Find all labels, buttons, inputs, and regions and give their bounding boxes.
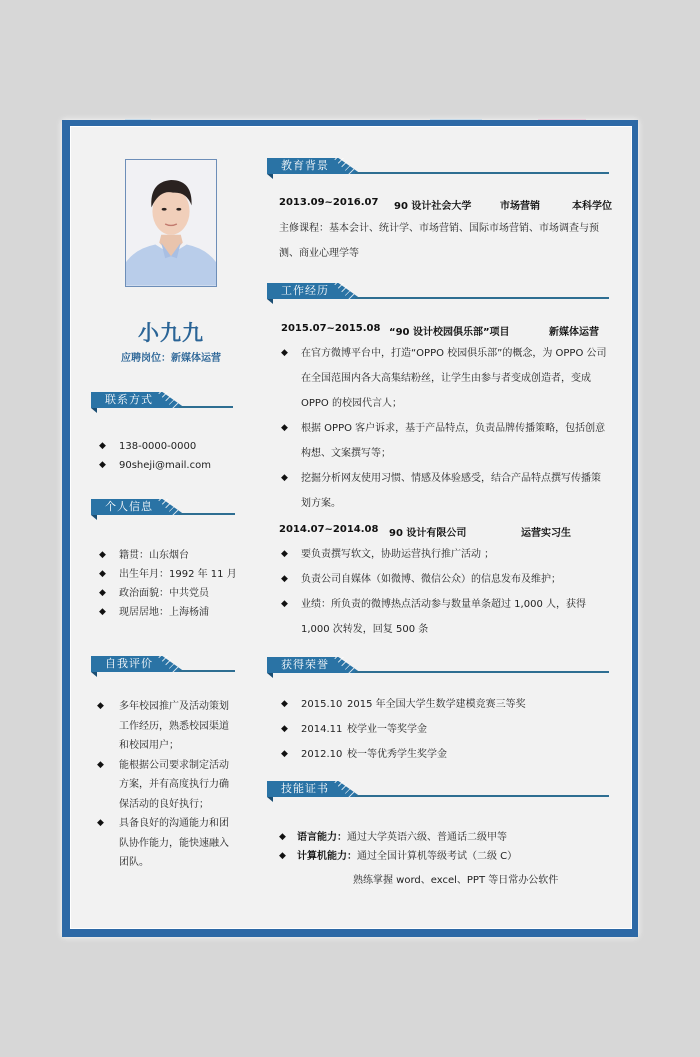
- self-evaluation-list: [95, 697, 233, 873]
- diamond-bullet-icon: ◆: [281, 699, 288, 709]
- diamond-bullet-icon: ◆: [281, 724, 288, 734]
- diamond-bullet-icon: ◆: [281, 423, 288, 433]
- diamond-bullet-icon: ◆: [99, 607, 106, 617]
- diamond-bullet-icon: ◆: [279, 832, 286, 842]
- job-period: 2015.07~2015.08: [281, 323, 381, 334]
- diamond-bullet-icon: ◆: [97, 759, 104, 770]
- list-item: ◆ 挖掘分析网友使用习惯、情感及体验感受，结合产品特点撰写传播策划方案。: [279, 466, 609, 516]
- avatar-icon: [126, 160, 216, 286]
- list-item: ◆ 根据 OPPO 客户诉求，基于产品特点，负责品牌传播策略，包括创意构想、文案撰写等；: [279, 416, 609, 466]
- diamond-bullet-icon: ◆: [281, 473, 288, 483]
- section-title: 工作经历: [281, 284, 329, 297]
- list-item: ◆ 能根据公司要求制定活动方案，并有高度执行力确保活动的良好执行；: [95, 756, 233, 815]
- section-header-self-evaluation: [91, 656, 233, 678]
- diamond-bullet-icon: ◆: [99, 588, 106, 598]
- list-item: ◆ 现居居地：上海杨浦: [97, 603, 257, 622]
- resume-paper: [70, 126, 632, 929]
- list-item: ◆ 语言能力：通过大学英语六级、普通话二级甲等: [277, 828, 617, 847]
- contact-email: ◆ 90sheji@mail.com: [97, 456, 247, 475]
- candidate-name: 小九九: [138, 321, 204, 345]
- diamond-bullet-icon: ◆: [99, 550, 106, 560]
- diamond-bullet-icon: ◆: [99, 460, 106, 470]
- section-header-personal: [91, 499, 233, 521]
- education-courses: 主修课程：基本会计、统计学、市场营销、国际市场营销、市场调查与预测、商业心理学等: [279, 223, 599, 259]
- contact-list: [97, 437, 247, 475]
- list-item: ◆ 多年校园推广及活动策划工作经历，熟悉校园渠道和校园用户；: [95, 697, 233, 756]
- section-title: 自我评价: [105, 657, 153, 670]
- list-item: ◆ 2015.10 2015 年全国大学生数学建模竞赛三等奖: [279, 692, 609, 717]
- job-duties-list: [279, 341, 609, 516]
- resume-page: [62, 120, 638, 937]
- diamond-bullet-icon: ◆: [97, 701, 104, 711]
- diamond-bullet-icon: ◆: [281, 749, 288, 759]
- job-company: “90 设计校园俱乐部”项目: [389, 327, 510, 338]
- list-item: ◆ 2012.10 校一等优秀学生奖学金: [279, 742, 609, 767]
- list-item: ◆ 政治面貌：中共党员: [97, 584, 257, 603]
- education-period: 2013.09~2016.07: [279, 197, 379, 208]
- honors-list: [279, 692, 609, 767]
- diamond-bullet-icon: ◆: [99, 441, 106, 451]
- section-header-contact: [91, 392, 233, 414]
- diamond-bullet-icon: ◆: [281, 599, 288, 609]
- section-title: 教育背景: [281, 159, 329, 172]
- section-title: 技能证书: [281, 782, 329, 795]
- diamond-bullet-icon: ◆: [281, 574, 288, 584]
- section-title: 个人信息: [105, 500, 153, 513]
- list-item: ◆ 2014.11 校学业一等奖学金: [279, 717, 609, 742]
- diamond-bullet-icon: ◆: [97, 818, 104, 828]
- section-header-skills: [267, 781, 609, 803]
- diamond-bullet-icon: ◆: [279, 851, 286, 861]
- education-school: 90 设计社会大学: [394, 201, 472, 212]
- diamond-bullet-icon: ◆: [99, 569, 106, 579]
- list-item: ◆ 计算机能力：通过全国计算机等级考试（二级 C）: [277, 847, 617, 866]
- job-company: 90 设计有限公司: [389, 528, 467, 539]
- skills-extra-line: 熟练掌握 word、excel、PPT 等日常办公软件: [353, 875, 559, 886]
- job-duties-list: [279, 542, 609, 642]
- list-item: ◆ 具备良好的沟通能力和团队协作能力，能快速融入团队。: [95, 814, 233, 873]
- diamond-bullet-icon: ◆: [281, 549, 288, 559]
- education-major: 市场营销: [500, 201, 540, 212]
- section-title: 联系方式: [105, 393, 153, 406]
- personal-info-list: [97, 546, 257, 622]
- profile-photo: [125, 159, 217, 287]
- education-degree: 本科学位: [572, 201, 612, 212]
- list-item: ◆ 业绩：所负责的微博热点活动参与数量单条超过 1,000 人，获得 1,000 次转发，回复 500 条: [279, 592, 609, 642]
- list-item: ◆ 籍贯：山东烟台: [97, 546, 257, 565]
- list-item: ◆ 出生年月：1992 年 11 月: [97, 565, 257, 584]
- diamond-bullet-icon: ◆: [281, 348, 288, 358]
- job-period: 2014.07~2014.08: [279, 524, 379, 535]
- job-role: 运营实习生: [521, 528, 571, 539]
- section-header-work: [267, 283, 609, 305]
- list-item: ◆ 在官方微博平台中，打造“OPPO 校园俱乐部”的概念，为 OPPO 公司在全国范围内各大高集结粉丝，让学生由参与者变成创造者，变成 OPPO 的校园代言人；: [279, 341, 609, 416]
- contact-phone: ◆ 138-0000-0000: [97, 437, 247, 456]
- section-header-education: [267, 158, 609, 180]
- job-role: 新媒体运营: [549, 327, 599, 338]
- skills-list: [277, 828, 617, 866]
- list-item: ◆ 负责公司自媒体（如微博、微信公众）的信息发布及维护；: [279, 567, 609, 592]
- list-item: ◆ 要负责撰写软文，协助运营执行推广活动 ；: [279, 542, 609, 567]
- section-header-honors: [267, 657, 609, 679]
- applied-position: 应聘岗位：新媒体运营: [121, 353, 221, 364]
- section-title: 获得荣誉: [281, 658, 329, 671]
